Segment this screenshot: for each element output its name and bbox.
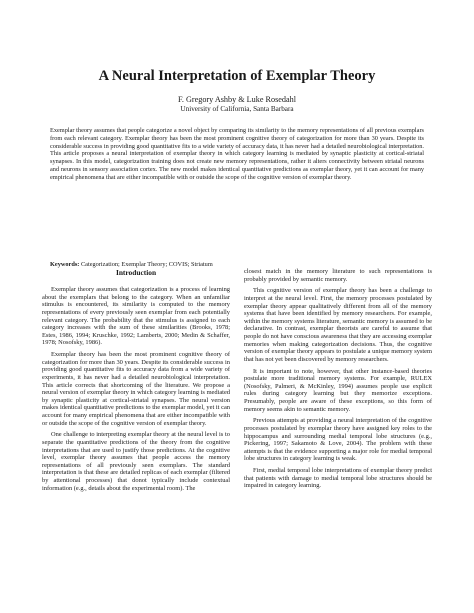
section-heading-introduction: Introduction <box>115 268 157 277</box>
body-paragraph: It is important to note, however, that other instance-based theories postulate more traditional memory systems. For example, RULEX (Nosofsky, Palmeri, & McKinley, 1994) assumes people use explicit rules during category learning but they memorize exceptions. Presumably, people are aware of these exceptions, so this form of memory seems akin to semantic memory. <box>244 367 432 413</box>
keywords-label: Keywords: <box>50 261 80 268</box>
right-column <box>244 268 432 598</box>
abstract: Exemplar theory assumes that people categorize a novel object by comparing its similarity to the memory representations of all previous exemplars from each relevant category. Exemplar theory has been the most prominent cognitive theory of categorization for more than 30 years. Despite its considerable success in providing good quantitative fits to a wide variety of accuracy data, it has never had a detailed neurobiological interpretation. This article proposes a neural interpretation of exemplar theory in which category learning is mediated by synaptic plasticity at cortical-striatal synapses. In this model, categorization training does not create new memory representations, rather it alters connectivity between striatal neurons and neurons in sensory association cortex. The new model makes identical quantitative predictions as exemplar theory, yet it can account for many empirical phenomena that are either incompatible with or outside the scope of the cognitive version of exemplar theory. <box>50 127 424 181</box>
body-paragraph: This cognitive version of exemplar theory has been a challenge to interpret at the neural level. First, the memory processes postulated by exemplar theory appear qualitatively different from all of the memory systems that have been identified by memory researchers. For example, within the memory systems literature, semantic memory is assumed to be declarative. In contrast, exemplar theorists are careful to assume that people do not have conscious awareness that they are accessing exemplar memories when making categorization decisions. Thus, the cognitive version of exemplar theory appears to postulate a unique memory system that has not yet been discovered by memory researchers. <box>244 287 432 363</box>
intro-paragraph: One challenge to interpreting exemplar theory at the neural level is to separate the quantitative predictions of the theory from the cognitive interpretations that are used to justify those predictions. At the cognitive level, exemplar theory assumes that people access the memory representations of all previously seen exemplars. The standard interpretation is that these are detailed replicas of each exemplar (filtered by attentional processes) that donot typically include contextual information (e.g., details about the experimental room). The <box>42 431 230 492</box>
body-paragraph: Previous attempts at providing a neural interpretation of the cognitive processes postulated by exemplar theory have assigned key roles to the hippocampus and surrounding medial temporal lobe structures (e.g., Pickering, 1997; Sakamoto & Love, 2004). The problem with these attempts is that the evidence supporting a major role for medial temporal lobe structures in category learning is weak. <box>244 417 432 463</box>
body-paragraph: First, medial temporal lobe interpretations of exemplar theory predict that patients with damage to medial temporal lobe structures should be impaired in category learning. <box>244 467 432 490</box>
keywords-text: Categorization; Exemplar Theory; COVIS; Striatum <box>80 261 213 268</box>
intro-paragraph: Exemplar theory has been the most prominent cognitive theory of categorization for more than 30 years. Despite its considerable success in providing good quantitative fits to accuracy data from a wide variety of experiments, it has never had a detailed neurobiological interpretation. This article corrects that shortcoming of the literature. We propose a neural version of exemplar theory in which category learning is mediated by synaptic plasticity at cortical-striatal synapses. The neural version makes identical quantitative predictions to the exemplar model, yet it can account for many empirical phenomena that are either incompatible with or outside the scope of the cognitive version of exemplar theory. <box>42 351 230 427</box>
left-column <box>42 268 230 598</box>
affiliation: University of California, Santa Barbara <box>180 105 294 113</box>
intro-paragraph: Exemplar theory assumes that categorization is a process of learning about the exemplars that belong to the category. When an unfamiliar stimulus is encountered, its similarity is computed to the memory representations of every previously seen exemplar from each potentially relevant category. The probability that the stimulus is assigned to each category increases with the sum of these similarities (Brooks, 1978; Estes, 1986, 1994; Kruschke, 1992; Lamberts, 2000; Medin & Schaffer, 1978; Nosofsky, 1986). <box>42 286 230 347</box>
body-paragraph: closest match in the memory literature to such representations is probably provided by semantic memory. <box>244 268 432 283</box>
body-columns <box>42 268 432 598</box>
paper-title: A Neural Interpretation of Exemplar Theory <box>98 68 376 84</box>
author-line: F. Gregory Ashby & Luke Rosedahl <box>177 95 297 104</box>
